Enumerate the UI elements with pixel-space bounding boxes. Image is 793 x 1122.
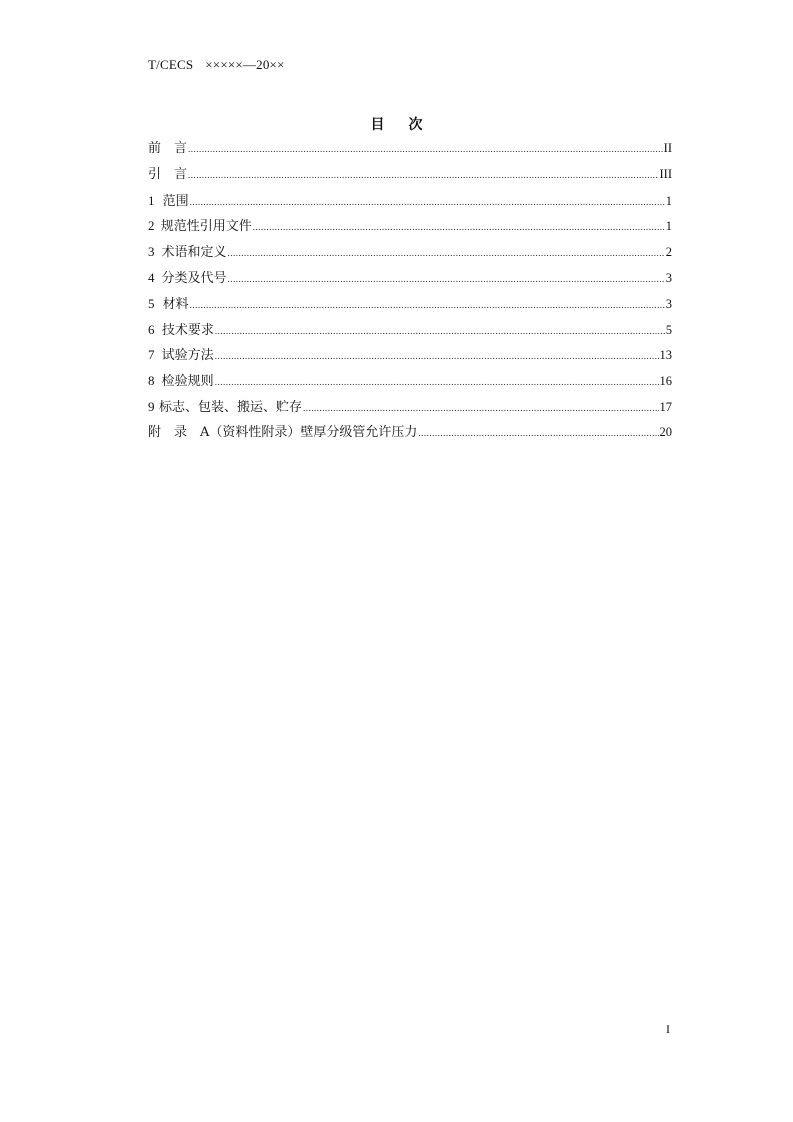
toc-title xyxy=(0,114,793,134)
toc-entry-label: 检验规则 xyxy=(161,374,214,390)
toc-entry[interactable] xyxy=(148,368,672,394)
toc-entry-label: 引 言 xyxy=(148,166,188,182)
toc-dot-leader xyxy=(215,344,659,370)
toc-entry[interactable] xyxy=(148,420,672,446)
toc-entry-page: 13 xyxy=(659,348,672,363)
toc-entry-page: 5 xyxy=(665,322,672,337)
toc-entry-page: 20 xyxy=(659,424,672,439)
toc-entry[interactable] xyxy=(148,291,672,317)
toc-entry-page: 3 xyxy=(665,296,672,311)
standard-code: ×××××—20×× xyxy=(205,57,285,72)
toc-title-left: 目 xyxy=(370,117,385,133)
toc-entry[interactable] xyxy=(148,317,672,343)
toc-dot-leader xyxy=(215,370,659,396)
toc-entry-number: 1 xyxy=(148,192,155,208)
standard-org: T/CECS xyxy=(148,57,194,72)
toc-dot-leader xyxy=(215,319,665,345)
toc-entry-label: 范围 xyxy=(162,193,189,209)
toc-entry[interactable] xyxy=(148,394,672,420)
toc-entry-number: 9 xyxy=(148,398,155,414)
toc-entry-page: II xyxy=(663,141,672,155)
toc-entry-label: 前 言 xyxy=(148,141,188,156)
toc-entry[interactable] xyxy=(148,162,672,188)
toc-dot-leader xyxy=(188,163,658,189)
toc-entry[interactable] xyxy=(148,265,672,291)
toc-dot-leader xyxy=(253,215,665,241)
toc-entry[interactable] xyxy=(148,213,672,239)
document-header xyxy=(148,57,285,73)
toc-entry[interactable] xyxy=(148,136,672,162)
toc-entry-page: 2 xyxy=(665,245,672,260)
toc-entry-number: 2 xyxy=(148,218,155,234)
toc-entry-label: 附 录 A（资料性附录）壁厚分级管允许压力 xyxy=(148,424,418,440)
toc-entry-page: 16 xyxy=(659,374,672,389)
toc-dot-leader xyxy=(227,241,664,267)
toc-entry-label: 标志、包装、搬运、贮存 xyxy=(158,399,302,415)
toc-entry-number: 6 xyxy=(148,321,155,337)
toc-dot-leader xyxy=(418,421,658,447)
toc-dot-leader xyxy=(303,396,659,422)
page-number: I xyxy=(666,1022,670,1036)
toc-entry-number: 7 xyxy=(148,347,155,363)
toc-entry[interactable] xyxy=(148,239,672,265)
toc-entry-label: 术语和定义 xyxy=(161,245,227,261)
toc-entry[interactable] xyxy=(148,188,672,214)
toc-entry-number: 8 xyxy=(148,373,155,389)
toc-entry-label: 技术要求 xyxy=(161,322,214,338)
toc-dot-leader xyxy=(188,137,663,163)
toc-entry-page: 3 xyxy=(665,270,672,285)
toc-title-right: 次 xyxy=(408,117,423,133)
table-of-contents xyxy=(148,136,672,446)
toc-dot-leader xyxy=(190,293,665,319)
toc-dot-leader xyxy=(190,190,665,216)
toc-entry-label: 规范性引用文件 xyxy=(160,219,252,235)
toc-dot-leader xyxy=(227,267,664,293)
toc-entry-label: 材料 xyxy=(162,296,189,312)
toc-entry-page: III xyxy=(659,166,672,181)
toc-entry-page: 1 xyxy=(665,219,672,234)
toc-entry-label: 分类及代号 xyxy=(161,270,227,286)
toc-entry-number: 4 xyxy=(148,269,155,285)
toc-entry-page: 1 xyxy=(665,193,672,208)
toc-entry-number: 3 xyxy=(148,244,155,260)
toc-entry[interactable] xyxy=(148,342,672,368)
toc-entry-number: 5 xyxy=(148,295,155,311)
toc-entry-label: 试验方法 xyxy=(161,348,214,364)
toc-entry-page: 17 xyxy=(659,399,672,414)
